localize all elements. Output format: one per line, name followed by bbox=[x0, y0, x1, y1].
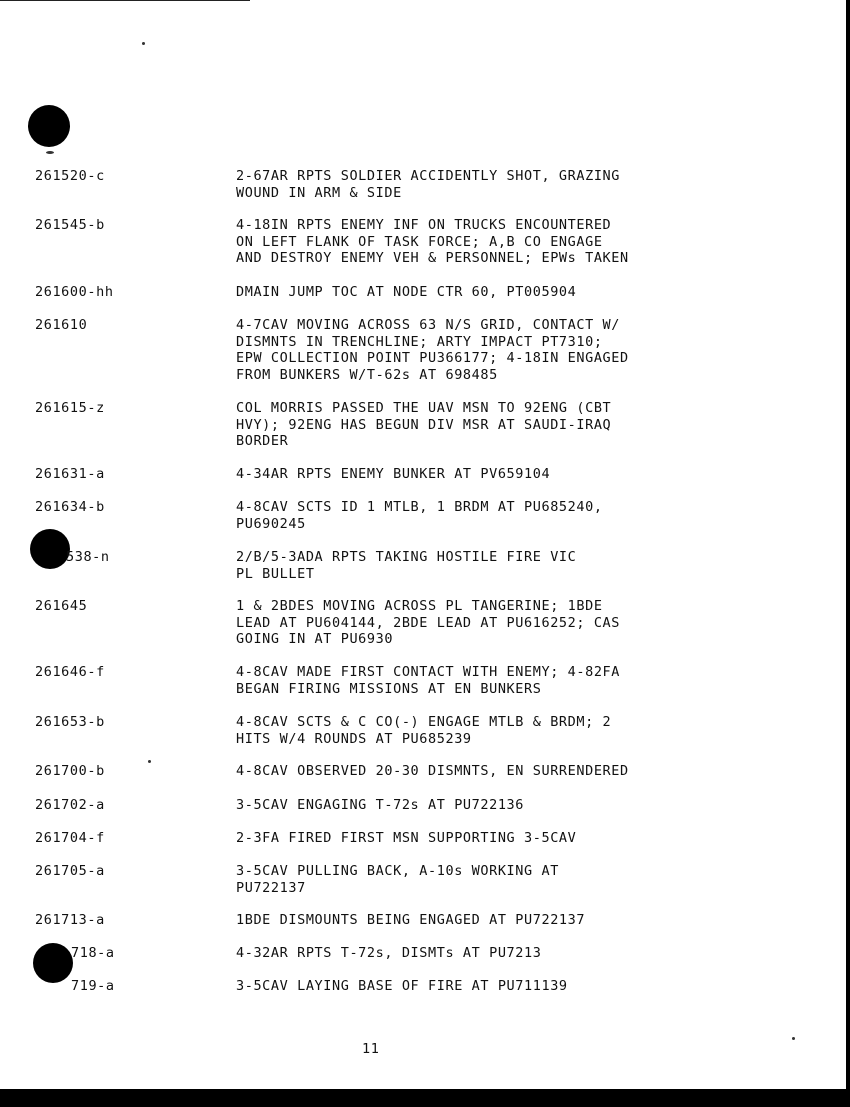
speck-mark bbox=[148, 760, 151, 763]
entry-dtg: 261520-c bbox=[35, 168, 105, 184]
entry-dtg: 261600-hh bbox=[35, 284, 114, 300]
entry-text: 4-32AR RPTS T-72s, DISMTs AT PU7213 bbox=[236, 945, 542, 961]
entry-dtg: 261700-b bbox=[35, 763, 105, 779]
entry-text: 4-8CAV SCTS ID 1 MTLB, 1 BRDM AT PU685240, PU690245 bbox=[236, 499, 603, 532]
entry-text: 4-8CAV SCTS & C CO(-) ENGAGE MTLB & BRDM; 2 HITS W/4 ROUNDS AT PU685239 bbox=[236, 714, 612, 747]
entry-dtg: 261631-a bbox=[35, 466, 105, 482]
punch-hole-middle bbox=[30, 529, 70, 569]
entry-text: 4-8CAV OBSERVED 20-30 DISMNTS, EN SURRENDERED bbox=[236, 763, 629, 779]
entry-dtg: 718-a bbox=[71, 945, 115, 961]
scan-edge-bottom bbox=[0, 1089, 850, 1107]
entry-text: 2-3FA FIRED FIRST MSN SUPPORTING 3-5CAV bbox=[236, 830, 577, 846]
entry-text: 4-18IN RPTS ENEMY INF ON TRUCKS ENCOUNTERED ON LEFT FLANK OF TASK FORCE; A,B CO ENGAGE AND DESTROY ENEMY VEH & PERSONNEL; EPWs TAKEN bbox=[236, 217, 629, 266]
punch-hole-bottom bbox=[33, 943, 73, 983]
entry-dtg: 261646-f bbox=[35, 664, 105, 680]
scan-edge-right bbox=[846, 0, 850, 1090]
entry-dtg: 261634-b bbox=[35, 499, 105, 515]
entry-dtg: 719-a bbox=[71, 978, 115, 994]
entry-dtg: 261545-b bbox=[35, 217, 105, 233]
entry-dtg: 261702-a bbox=[35, 797, 105, 813]
entry-text: 2-67AR RPTS SOLDIER ACCIDENTLY SHOT, GRAZING WOUND IN ARM & SIDE bbox=[236, 168, 621, 201]
entry-text: 3-5CAV LAYING BASE OF FIRE AT PU711139 bbox=[236, 978, 568, 994]
entry-dtg: 261704-f bbox=[35, 830, 105, 846]
entry-dtg: 261615-z bbox=[35, 400, 105, 416]
punch-hole-top bbox=[28, 105, 70, 147]
scan-edge-top bbox=[0, 0, 250, 1]
entry-text: 4-8CAV MADE FIRST CONTACT WITH ENEMY; 4-82FA BEGAN FIRING MISSIONS AT EN BUNKERS bbox=[236, 664, 621, 697]
entry-text: 1BDE DISMOUNTS BEING ENGAGED AT PU722137 bbox=[236, 912, 586, 928]
page-number: 11 bbox=[362, 1041, 380, 1057]
entry-dtg: 261645 bbox=[35, 598, 88, 614]
entry-text: 2/B/5-3ADA RPTS TAKING HOSTILE FIRE VIC PL BULLET bbox=[236, 549, 577, 582]
entry-text: DMAIN JUMP TOC AT NODE CTR 60, PT005904 bbox=[236, 284, 577, 300]
entry-dtg: 261705-a bbox=[35, 863, 105, 879]
entry-dtg: 538-n bbox=[66, 549, 110, 565]
speck-mark bbox=[46, 151, 54, 154]
entry-text: 1 & 2BDES MOVING ACROSS PL TANGERINE; 1BDE LEAD AT PU604144, 2BDE LEAD AT PU616252; CAS GOING IN AT PU6930 bbox=[236, 598, 621, 647]
entry-text: COL MORRIS PASSED THE UAV MSN TO 92ENG (CBT HVY); 92ENG HAS BEGUN DIV MSR AT SAUDI-IRAQ BORDER bbox=[236, 400, 612, 449]
entry-text: 3-5CAV ENGAGING T-72s AT PU722136 bbox=[236, 797, 525, 813]
speck-mark bbox=[792, 1037, 795, 1040]
entry-text: 3-5CAV PULLING BACK, A-10s WORKING AT PU722137 bbox=[236, 863, 559, 896]
speck-mark bbox=[142, 42, 145, 45]
entry-dtg: 261653-b bbox=[35, 714, 105, 730]
entry-dtg: 261713-a bbox=[35, 912, 105, 928]
entry-text: 4-34AR RPTS ENEMY BUNKER AT PV659104 bbox=[236, 466, 551, 482]
entry-dtg: 261610 bbox=[35, 317, 88, 333]
entry-text: 4-7CAV MOVING ACROSS 63 N/S GRID, CONTACT W/ DISMNTS IN TRENCHLINE; ARTY IMPACT PT7310; EPW COLLECTION POINT PU366177; 4-18IN ENGAGED FROM BUNKERS W/T-62s AT 698485 bbox=[236, 317, 629, 383]
